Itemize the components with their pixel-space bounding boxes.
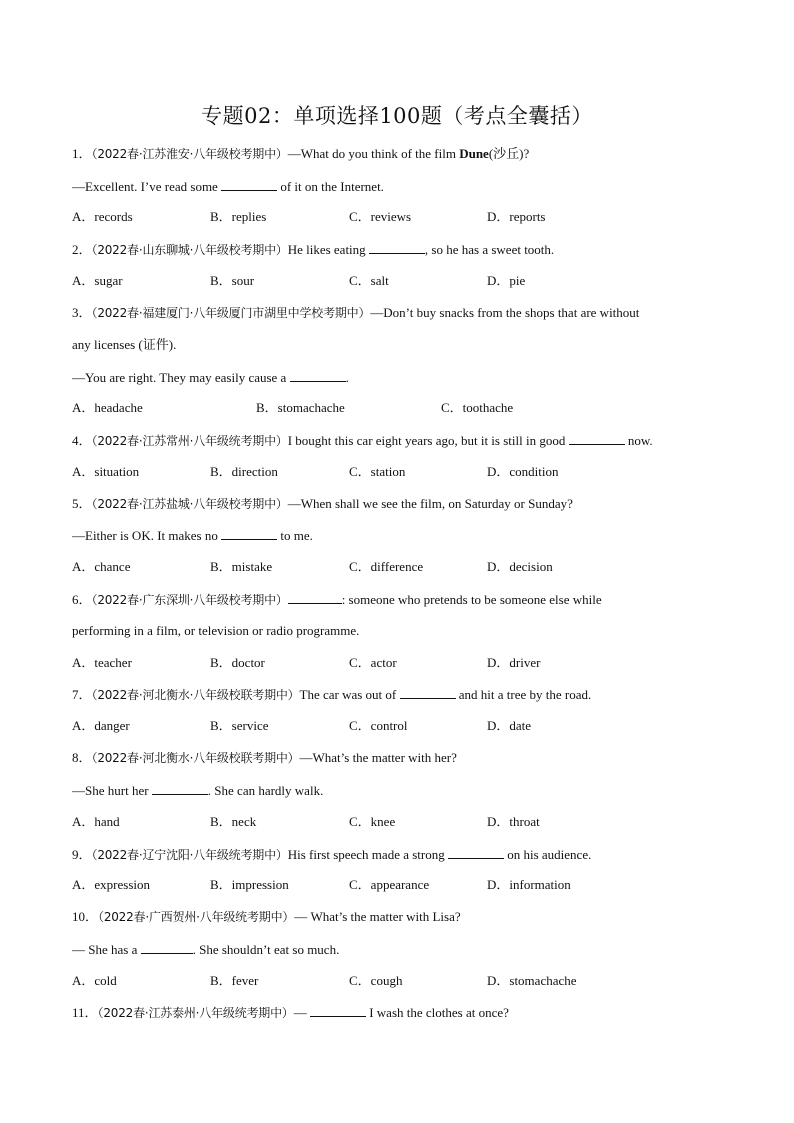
question-source: （2022春·河北衡水·八年级校联考期中） (91, 751, 300, 765)
option-b: B．neck (210, 814, 257, 829)
answer-blank (369, 241, 425, 254)
question-1-dialogue (72, 178, 384, 195)
question-text: on his audience. (503, 847, 592, 862)
option-c: C．toothache (441, 400, 514, 415)
dialogue-text: —She hurt her (72, 783, 152, 798)
dialogue-text: to me. (277, 528, 313, 543)
answer-blank (290, 369, 346, 382)
film-title: Dune (459, 146, 489, 161)
question-text: (沙丘)? (488, 146, 530, 161)
question-text: I bought this car eight years ago, but it is still in good (287, 433, 569, 448)
question-number: 4． (72, 433, 92, 448)
question-source: （2022春·江苏淮安·八年级校考期中） (91, 147, 288, 161)
option-c: C．control (349, 718, 408, 733)
option-b: B．sour (210, 273, 255, 288)
answer-blank (310, 1004, 366, 1017)
answer-blank (448, 846, 504, 859)
option-b: B．mistake (210, 559, 273, 574)
question-number: 2． (72, 242, 92, 257)
question-text: —What’s the matter with her? (299, 750, 457, 765)
question-4 (72, 432, 653, 449)
question-text: now. (624, 433, 653, 448)
option-d: D．pie (487, 273, 526, 288)
question-5 (72, 496, 573, 512)
dialogue-text: — She has a (72, 942, 141, 957)
question-6 (72, 591, 602, 608)
option-a: A．records (72, 209, 133, 224)
option-a: A．teacher (72, 655, 132, 670)
question-text: I wash the clothes at once? (365, 1005, 509, 1020)
option-b: B．fever (210, 973, 259, 988)
option-d: D．information (487, 877, 571, 892)
dialogue-text: —Either is OK. It makes no (72, 528, 222, 543)
question-11 (72, 1004, 509, 1021)
question-text: , so he has a sweet tooth. (424, 242, 555, 257)
option-a: A．situation (72, 464, 140, 479)
option-b: B．replies (210, 209, 267, 224)
option-b: B．direction (210, 464, 278, 479)
question-text: —Don’t buy snacks from the shops that are without (370, 305, 640, 320)
option-a: A．cold (72, 973, 117, 988)
option-b: B．doctor (210, 655, 265, 670)
question-number: 7． (72, 687, 92, 702)
option-a: A．expression (72, 877, 150, 892)
option-a: A．danger (72, 718, 130, 733)
option-d: D．throat (487, 814, 540, 829)
question-1 (72, 146, 529, 162)
dialogue-text: . She shouldn’t eat so much. (192, 942, 340, 957)
option-c: C．difference (349, 559, 424, 574)
option-b: B．impression (210, 877, 289, 892)
dialogue-text: . (345, 370, 349, 385)
question-text: His first speech made a strong (287, 847, 448, 862)
question-number: 1． (72, 146, 92, 161)
question-text: —When shall we see the film, on Saturday or Sunday? (287, 496, 573, 511)
option-a: A．sugar (72, 273, 123, 288)
question-6-line-2: performing in a film, or television or radio programme. (72, 623, 360, 638)
question-number: 11． (72, 1005, 98, 1020)
option-c: C．actor (349, 655, 397, 670)
dialogue-text: —You are right. They may easily cause a (72, 370, 290, 385)
question-source: （2022春·河北衡水·八年级校联考期中） (91, 688, 300, 702)
option-a: A．headache (72, 400, 143, 415)
question-8 (72, 750, 457, 766)
question-8-dialogue (72, 782, 323, 799)
question-text: — What’s the matter with Lisa? (294, 909, 461, 924)
dialogue-text: . She can hardly walk. (207, 783, 324, 798)
question-source: （2022春·福建厦门·八年级厦门市湖里中学校考期中） (91, 306, 371, 320)
option-d: D．reports (487, 209, 546, 224)
question-source: （2022春·广东深圳·八年级校考期中） (91, 593, 288, 607)
option-c: C．reviews (349, 209, 412, 224)
option-a: A．chance (72, 559, 131, 574)
option-d: D．condition (487, 464, 559, 479)
question-source: （2022春·广西贺州·八年级统考期中） (98, 910, 295, 924)
question-source: （2022春·江苏泰州·八年级统考期中） (97, 1006, 294, 1020)
option-c: C．salt (349, 273, 389, 288)
question-number: 8． (72, 750, 92, 765)
page-title: 专题02：单项选择100题（考点全囊括） (201, 104, 593, 128)
option-c: C．cough (349, 973, 403, 988)
answer-blank (569, 432, 625, 445)
option-a: A．hand (72, 814, 120, 829)
dialogue-text: —Excellent. I’ve read some (72, 179, 222, 194)
option-d: D．stomachache (487, 973, 577, 988)
question-text: and hit a tree by the road. (455, 687, 592, 702)
question-source: （2022春·江苏常州·八年级统考期中） (91, 434, 288, 448)
answer-blank (141, 941, 193, 954)
question-number: 5． (72, 496, 92, 511)
question-number: 10． (72, 909, 99, 924)
option-c: C．appearance (349, 877, 430, 892)
question-number: 9． (72, 847, 92, 862)
question-2 (72, 241, 554, 258)
option-b: B．service (210, 718, 269, 733)
question-3 (72, 305, 639, 321)
option-c: C．knee (349, 814, 396, 829)
question-5-dialogue (72, 527, 313, 544)
question-text: He likes eating (287, 242, 369, 257)
option-b: B．stomachache (256, 400, 345, 415)
option-d: D．driver (487, 655, 541, 670)
answer-blank (152, 782, 208, 795)
question-number: 6． (72, 592, 92, 607)
question-number: 3． (72, 305, 92, 320)
question-3-dialogue (72, 369, 349, 386)
answer-blank (400, 686, 456, 699)
option-d: D．date (487, 718, 532, 733)
question-source: （2022春·江苏盐城·八年级校考期中） (91, 497, 288, 511)
question-10-dialogue (72, 941, 339, 958)
answer-blank (221, 527, 277, 540)
question-text: The car was out of (299, 687, 400, 702)
question-source: （2022春·辽宁沈阳·八年级统考期中） (91, 848, 288, 862)
option-c: C．station (349, 464, 406, 479)
question-text: : someone who pretends to be someone else while (341, 592, 602, 607)
dialogue-text: of it on the Internet. (277, 179, 384, 194)
answer-blank (288, 591, 342, 604)
question-3-line-2: any licenses (证件). (72, 337, 177, 352)
question-9 (72, 846, 591, 863)
question-source: （2022春·山东聊城·八年级校考期中） (91, 243, 288, 257)
question-text: —What do you think of the film (287, 146, 460, 161)
question-7 (72, 686, 591, 703)
question-text: — (293, 1005, 310, 1020)
answer-blank (221, 178, 277, 191)
option-d: D．decision (487, 559, 553, 574)
question-10 (72, 909, 461, 925)
